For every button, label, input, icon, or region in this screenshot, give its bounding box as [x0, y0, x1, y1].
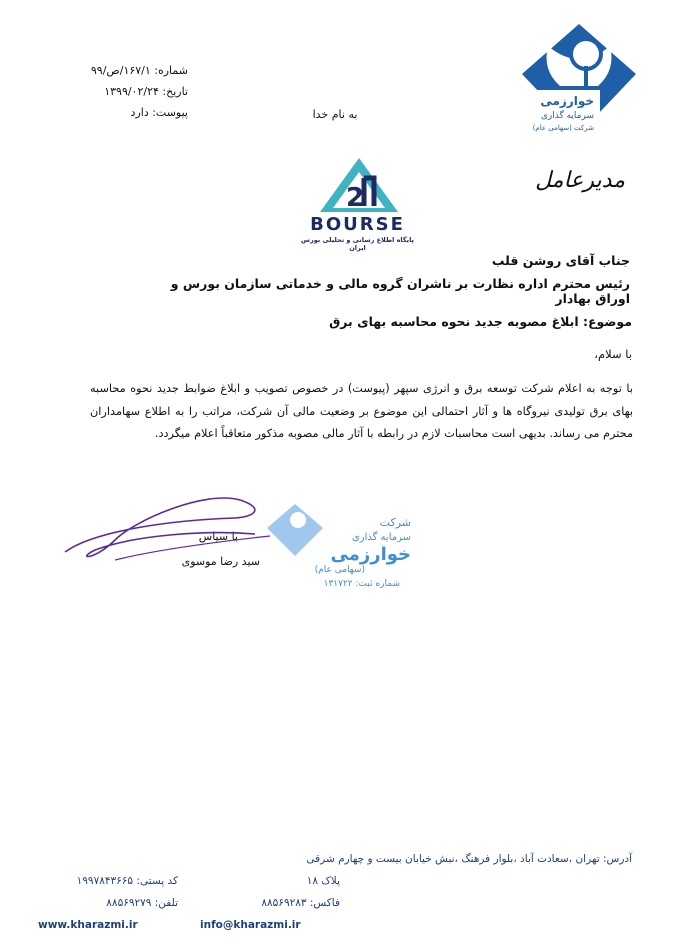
footer-phone: تلفن: ۸۸۵۶۹۲۷۹: [106, 897, 178, 909]
company-type: شرکت (سهامی عام): [532, 124, 594, 132]
letter-body: با توجه به اعلام شرکت توسعه برق و انرژی سپهر (پیوست) در خصوص تصویب و ابلاغ ضوابط جدید نحوه محاسبه بهای برق تولیدی نیروگاه ها و آثار احتمالی این موضوع بر وضعیت مالی آن شرکت، مراتب را به اطلاع سهامداران محترم می رساند. بدیهی است محاسبات لازم در رابطه با آثار مالی مصوبه مذکور متعاقباً اعلام میگردد.: [90, 382, 633, 440]
letter-subject: موضوع: ابلاغ مصوبه جدید نحوه محاسبه بهای برق: [329, 314, 632, 329]
company-name: خوارزمی: [540, 94, 594, 108]
bourse-tagline: پایگاه اطلاع رسانی و تحلیلی بورس ایران: [301, 236, 414, 252]
letter-meta: [78, 60, 188, 123]
footer-postal-code: کد پستی: ۱۹۹۷۸۴۳۶۶۵: [76, 875, 178, 887]
handwritten-note: مدیرعامل: [535, 168, 625, 193]
stamp-line2: سرمایه گذاری: [351, 532, 411, 543]
addressee: جناب آقای روشن قلب: [491, 253, 630, 268]
footer-website[interactable]: www.kharazmi.ir: [38, 919, 138, 931]
closing: با سپاس: [198, 530, 238, 543]
letter-date: تاریخ: ۱۳۹۹/۰۲/۲۴: [104, 85, 188, 98]
signature: [55, 490, 275, 580]
stamp-line5: شماره ثبت: ۱۳۱۷۲۲: [323, 579, 400, 589]
svg-text:2: 2: [346, 183, 365, 213]
footer-fax: فاکس: ۸۸۵۶۹۲۸۳: [261, 897, 340, 909]
footer-address: آدرس: تهران ،سعادت آباد ،بلوار فرهنگ ،نبش خیابان بیست و چهارم شرقی: [306, 853, 632, 865]
greeting: با سلام،: [594, 347, 632, 361]
footer-email[interactable]: info@kharazmi.ir: [200, 919, 301, 931]
company-stamp: [265, 498, 415, 590]
stamp-line4: (سهامی عام): [314, 565, 365, 575]
basmala: به نام خدا: [312, 108, 358, 121]
addressee-title: رئیس محترم اداره نظارت بر ناشران گروه مالی و خدماتی سازمان بورس و اوراق بهادار: [170, 276, 630, 306]
bourse-wordmark: BOURSE: [310, 214, 405, 235]
stamp-line3: خوارزمی: [330, 544, 411, 565]
stamp-line1: شرکت: [379, 516, 411, 529]
letter-number: شماره: ۱۶۷/۱/ص/۹۹: [90, 64, 188, 77]
signer-name: سید رضا موسوی: [181, 555, 260, 568]
company-subtitle: سرمایه گذاری: [540, 111, 594, 121]
footer-plaque: پلاک ۱۸: [306, 875, 340, 887]
letter-attachment: پیوست: دارد: [130, 106, 188, 119]
